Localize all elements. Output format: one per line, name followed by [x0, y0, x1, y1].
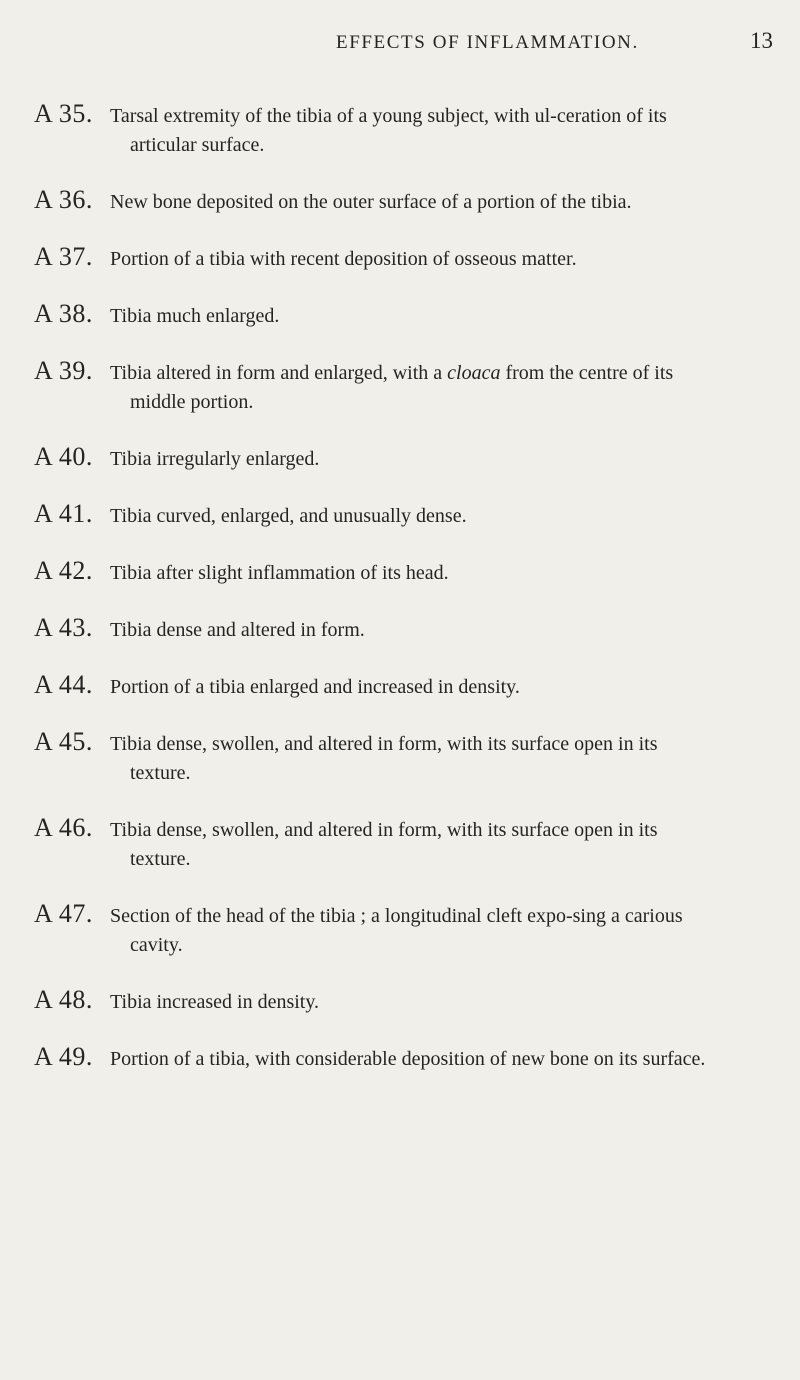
entry-text: Tarsal extremity of the tibia of a young subject, with ul-ceration of its articular surface. — [110, 105, 667, 156]
entry-text — [110, 359, 720, 417]
entry-id: A 37. — [34, 242, 93, 271]
entry-id: A 39. — [34, 356, 93, 385]
entry-id: A 40. — [34, 442, 93, 471]
entry-id: A 36. — [34, 185, 93, 214]
entry-text-italic: cloaca — [447, 362, 501, 384]
entry-id: A 47. — [34, 899, 93, 928]
catalogue-entry — [0, 556, 800, 588]
entry-text: Tibia much enlarged. — [110, 305, 280, 327]
entry-text: Portion of a tibia, with considerable deposition of new bone on its surface. — [110, 1048, 706, 1070]
entry-text: Tibia dense and altered in form. — [110, 619, 365, 641]
catalogue-entry — [0, 727, 800, 788]
catalogue-entry — [0, 813, 800, 874]
entry-text-part: from the centre of its middle portion. — [130, 362, 674, 413]
entry-text: New bone deposited on the outer surface of a portion of the tibia. — [110, 191, 632, 213]
entry-id: A 35. — [34, 99, 93, 128]
entry-id: A 42. — [34, 556, 93, 585]
catalogue-entry — [0, 442, 800, 474]
entry-text: Tibia after slight inflammation of its head. — [110, 562, 449, 584]
entry-text: Tibia increased in density. — [110, 991, 320, 1013]
catalogue-entry — [0, 185, 800, 217]
entry-text: Tibia irregularly enlarged. — [110, 448, 320, 470]
catalogue-entry — [0, 299, 800, 331]
catalogue-entry — [0, 356, 800, 417]
catalogue-entries — [0, 99, 800, 1102]
catalogue-entry — [0, 670, 800, 702]
entry-id: A 46. — [34, 813, 93, 842]
entry-id: A 48. — [34, 985, 93, 1014]
catalogue-entry — [0, 242, 800, 274]
catalogue-entry — [0, 1042, 800, 1074]
page-number: 13 — [750, 28, 773, 53]
entry-id: A 45. — [34, 727, 93, 756]
entry-text: Portion of a tibia with recent deposition of osseous matter. — [110, 248, 577, 270]
entry-text-part: Tibia altered in form and enlarged, with a — [110, 362, 448, 384]
catalogue-entry — [0, 899, 800, 960]
entry-text: Tibia curved, enlarged, and unusually dense. — [110, 505, 467, 527]
entry-id: A 44. — [34, 670, 93, 699]
entry-text: Portion of a tibia enlarged and increased in density. — [110, 676, 520, 698]
running-title: EFFECTS OF INFLAMMATION. — [336, 32, 639, 53]
catalogue-entry — [0, 613, 800, 645]
entry-id: A 38. — [34, 299, 93, 328]
catalogue-entry — [0, 499, 800, 531]
catalogue-entry — [0, 985, 800, 1017]
entry-text: Tibia dense, swollen, and altered in form, with its surface open in its texture. — [110, 733, 658, 784]
running-head — [0, 28, 800, 62]
entry-id: A 43. — [34, 613, 93, 642]
entry-id: A 49. — [34, 1042, 93, 1071]
entry-text: Tibia dense, swollen, and altered in form, with its surface open in its texture. — [110, 819, 658, 870]
catalogue-entry — [0, 99, 800, 160]
entry-text: Section of the head of the tibia ; a longitudinal cleft expo-sing a carious cavity. — [110, 905, 683, 956]
entry-id: A 41. — [34, 499, 93, 528]
